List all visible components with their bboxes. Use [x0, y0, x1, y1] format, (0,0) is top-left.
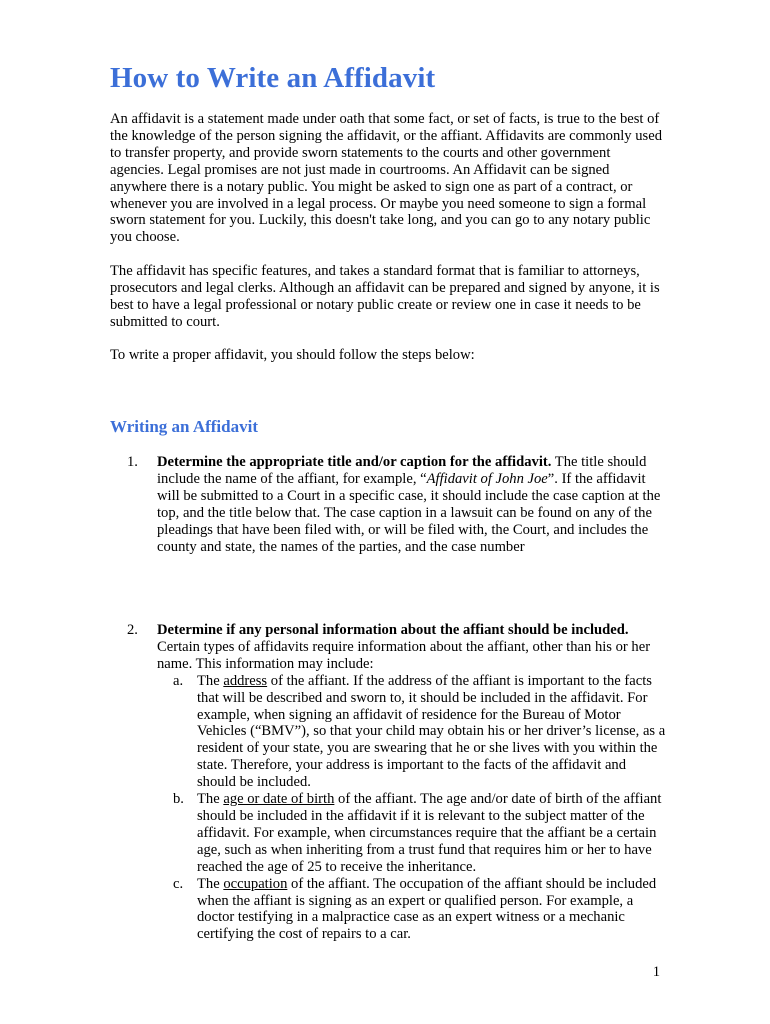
sub-item-text: of the affiant. The occupation of the affiant should be included when the affiant is signing as an expert or qualified person. For example, a doctor testifying in a malpractice case as an expert witness or a mechanic certifying the cost of repairs to a car.	[197, 875, 657, 943]
page-number: 1	[652, 964, 660, 980]
step-number: 2.	[127, 622, 138, 638]
sub-item-term: address	[223, 672, 268, 689]
steps-intro-paragraph: To write a proper affidavit, you should follow the steps below:	[110, 347, 475, 363]
step-2	[127, 622, 667, 943]
sub-item-text: The	[197, 672, 224, 689]
sub-item-age	[173, 791, 667, 876]
step-body	[157, 454, 667, 555]
sub-item-letter: a.	[173, 672, 184, 689]
step-body	[157, 622, 667, 943]
step-text: The title should include the name of the affiant, for example, “	[157, 454, 647, 487]
section-heading: Writing an Affidavit	[110, 417, 258, 436]
example-title: Affidavit of John Joe	[426, 470, 548, 487]
step-heading: Determine the appropriate title and/or caption for the affidavit.	[157, 454, 552, 470]
page-title: How to Write an Affidavit	[110, 62, 436, 94]
sub-item-text: The	[197, 791, 224, 808]
sub-item-term: age or date of birth	[223, 791, 335, 808]
sub-item-text: of the affiant. The age and/or date of birth of the affiant should be included in the affidavit if it is relevant to the subject matter of the affidavit. For example, when circumstances require that the affiant be a certain age, such as when inheriting from a trust fund that requires him or her to have reached the age of 25 to receive the inheritance.	[197, 791, 662, 875]
step-text: ”. If the affidavit will be submitted to a Court in a specific case, it should include the case caption at the top, and the title below that. The case caption in a lawsuit can be found on any of the pleadings that have been filed with, or will be filed with, the Court, and includes the county and state, the names of the parties, and the case number	[157, 470, 661, 555]
step-heading: Determine if any personal information about the affiant should be included.	[157, 622, 629, 638]
sub-item-text: of the affiant. If the address of the affiant is important to the facts that will be described and sworn to, it should be included in the affidavit. For example, when signing an affidavit of residence for the Bureau of Motor Vehicles (“BMV”), so that your child may obtain his or her driver’s license, as a resident of your state, you are swearing that he or she lives with you within the state. Therefore, your address is important to the facts of the affidavit and should be included.	[197, 672, 666, 791]
sub-item-occupation	[173, 875, 667, 944]
step-number: 1.	[127, 454, 138, 470]
sub-item-letter: c.	[173, 875, 184, 892]
step-text: Certain types of affidavits require information about the affiant, other than his or her name. This information may include:	[157, 638, 651, 672]
features-paragraph: The affidavit has specific features, and takes a standard format that is familiar to attorneys, prosecutors and legal clerks. Although an affidavit can be prepared and signed by anyone, it is best to have a legal professional or notary public create or review one in case it needs to be submitted to court.	[110, 263, 660, 330]
sub-item-letter: b.	[173, 791, 184, 808]
sub-item-text: The	[197, 875, 224, 892]
intro-paragraph: An affidavit is a statement made under oath that some fact, or set of facts, is true to the best of the knowledge of the person signing the affidavit, or the affiant. Affidavits are commonly used to transfer property, and provide sworn statements to the courts and other government agencies. Legal promises are not just made in courtrooms. An Affidavit can be signed anywhere there is a notary public. You might be asked to sign one as part of a contract, or whenever you are involved in a legal process. Or maybe you need someone to sign a formal sworn statement for you. Luckily, this doesn't take long, and you can go to any notary public you choose.	[110, 111, 662, 246]
sub-item-term: occupation	[223, 875, 288, 892]
step-1	[127, 454, 667, 555]
sub-item-address	[173, 672, 667, 791]
